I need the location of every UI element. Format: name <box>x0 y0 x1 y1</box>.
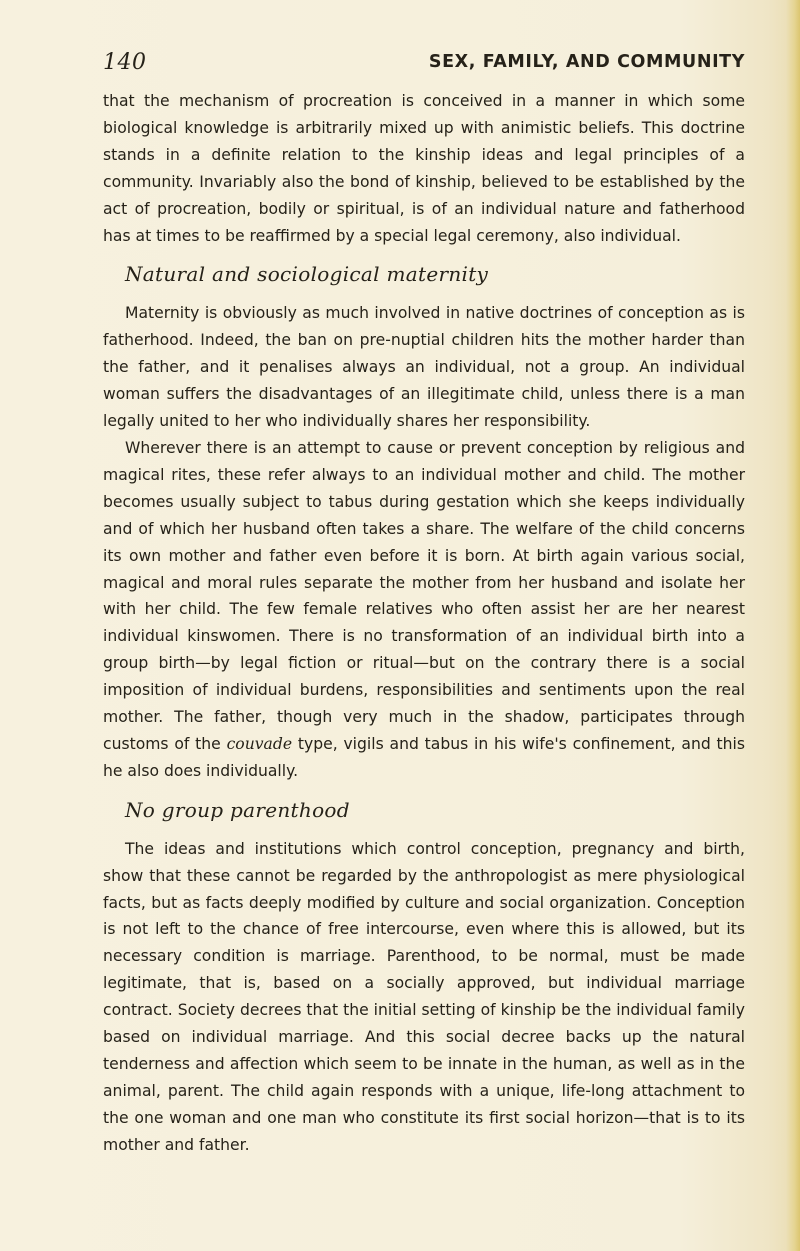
paragraph-rites-text-1: Wherever there is an attempt to cause or prevent conception by religious and magical rites, these refer always to an individual mother and child. The mother becomes usually subject to tabus during gestation which she keeps individually and of which her husband often takes a share. The welfare of the child concerns its own mother and father even before it is born. At birth again various social, magical and moral rules separate the mother from her husband and isolate her with her child. The few female relatives who often assist her are her nearest individual kinswomen. There is no transformation of an individual birth into a group birth—by legal fiction or ritual—but on the contrary there is a social imposition of individual burdens, responsibilities and sentiments upon the real mother. The father, though very much in the shadow, participates through customs of the <box>103 438 745 753</box>
paragraph-parenthood: The ideas and institutions which control conception, pregnancy and birth, show that these cannot be regarded by the anthropologist as mere physiological facts, but as facts deeply modified by culture and social organization. Conception is not left to the chance of free intercourse, even where this is allowed, but its necessary condition is marriage. Parenthood, to be normal, must be made legitimate, that is, based on a socially approved, but individual marriage contract. Society decrees that the initial setting of kinship be the individual family based on individual marriage. And this social decree backs up the natural tenderness and affection which seem to be innate in the human, as well as in the animal, parent. The child again responds with a unique, life-long attachment to the one woman and one man who constitute its first social horizon—that is to its mother and father. <box>103 839 745 1154</box>
running-title: SEX, FAMILY, AND COMMUNITY <box>428 52 745 72</box>
paragraph-rites <box>103 435 745 785</box>
paragraph-rites-text-2: type, vigils and tabus in his wife's confinement, and this he also does individually. <box>103 734 745 780</box>
page-number: 140 <box>103 50 147 75</box>
page-edge-shading <box>786 0 800 1251</box>
running-head <box>103 50 745 76</box>
paragraph-continued: that the mechanism of procreation is conceived in a manner in which some biological knowledge is arbitrarily mixed up with animistic beliefs. This doctrine stands in a definite relation to the kinship ideas and legal principles of a community. Invariably also the bond of kinship, believed to be established by the act of procreation, bodily or spiritual, is of an individual nature and fatherhood has at times to be reaffirmed by a special legal ceremony, also individual. <box>103 92 745 245</box>
section-heading-maternity: Natural and sociological maternity <box>125 262 489 287</box>
body-text <box>103 88 745 1159</box>
paragraph-maternity: Maternity is obviously as much involved in native doctrines of conception as is fatherhood. Indeed, the ban on pre-nuptial children hits the mother harder than the father, and it penalises always an individual, not a group. An individual woman suffers the disadvantages of an illegitimate child, unless there is a man legally united to her who individually shares her responsibility. <box>103 304 745 431</box>
section-heading-group-parenthood: No group parenthood <box>125 797 350 822</box>
couvade-term: couvade <box>226 734 293 753</box>
